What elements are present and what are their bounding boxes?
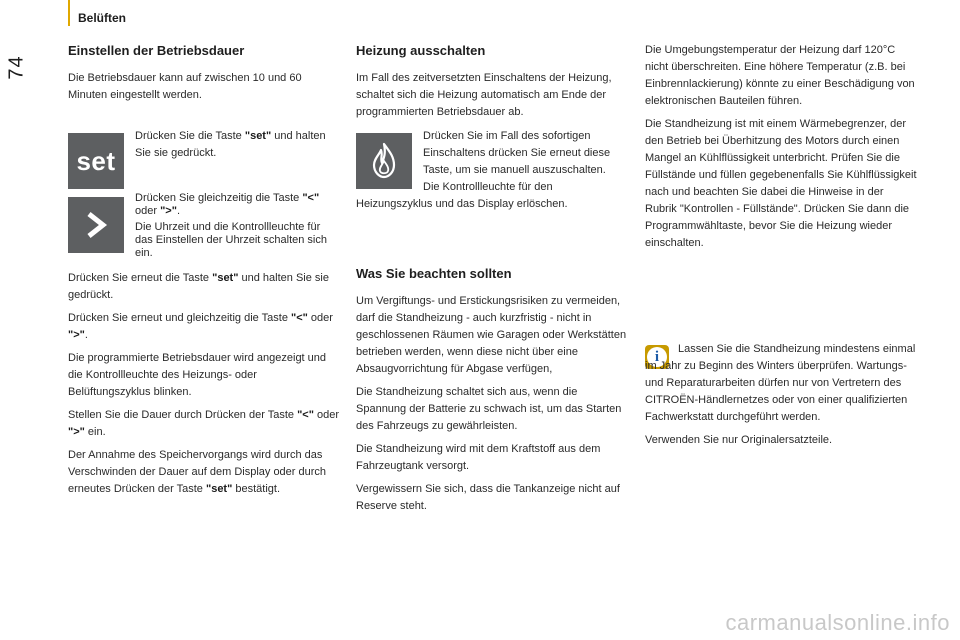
step-set bbox=[135, 128, 340, 162]
info-text-2: Verwenden Sie nur Originalersatzteile. bbox=[645, 434, 833, 446]
set-button-icon bbox=[68, 133, 124, 189]
duration-p5: Der Annahme des Speichervorgangs wird durch das Verschwinden der Dauer auf dem Display oder durch erneutes Drücken der Taste "set" bestätigt. bbox=[68, 449, 327, 495]
warning-p1: Die Umgebungstemperatur der Heizung darf 120°C nicht überschreiten. Eine höhere Temperatur (z.B. bei Einbrennlackierung) könnte zu einer Beschädigung von elektronischen Bauteilen führen. bbox=[645, 44, 915, 107]
duration-p2: Drücken Sie erneut und gleichzeitig die Taste "<" oder ">". bbox=[68, 312, 333, 341]
notes-p3: Die Standheizung wird mit dem Kraftstoff aus dem Fahrzeugtank versorgt. bbox=[356, 443, 601, 472]
duration-steps bbox=[68, 270, 340, 498]
heating-off-intro: Im Fall des zeitversetzten Einschaltens der Heizung, schaltet sich die Heizung automatisch am Ende der programmierten Betriebsdauer ab. bbox=[356, 72, 612, 118]
set-icon-label: set bbox=[76, 145, 116, 176]
heating-off-step bbox=[423, 128, 628, 179]
column-heating-off bbox=[356, 43, 628, 121]
section-label: Belüften bbox=[78, 11, 126, 25]
duration-p3: Die programmierte Betriebsdauer wird angezeigt und die Kontrollleuchte des Heizungs- oder Belüftungszyklus blinken. bbox=[68, 352, 327, 398]
chevron-right-icon bbox=[81, 210, 111, 240]
flame-icon bbox=[369, 141, 399, 181]
notes-p1: Um Vergiftungs- und Erstickungsrisiken zu vermeiden, darf die Standheizung - auch kurzfristig - nicht in geschlossenen Räumen wie Garagen oder Werkstätten betrieben werden, wenn diese nicht über eine Absaugvorrichtung für Abgase verfügen, bbox=[356, 295, 627, 375]
heating-off-step2 bbox=[356, 179, 628, 213]
column-notes bbox=[356, 266, 628, 515]
column-warnings bbox=[645, 42, 917, 252]
step-arrows-text: Drücken Sie gleichzeitig die Taste "<" oder ">". bbox=[135, 192, 320, 217]
arrow-right-icon bbox=[68, 197, 124, 253]
info-text: Lassen Sie die Standheizung mindestens einmal im Jahr zu Beginn des Winters überprüfen. Wartungs- und Reparaturarbeiten dürfen nur von Vertretern des CITROËN-Händlernetzes oder von einer qualifizierten Fachwerkstatt durchgeführt werden. bbox=[645, 343, 916, 423]
watermark: carmanualsonline.info bbox=[725, 610, 950, 635]
step-arrows-note: Die Uhrzeit und die Kontrollleuchte für das Einstellen der Uhrzeit schalten sich ein. bbox=[135, 221, 327, 259]
warning-p2: Die Standheizung ist mit einem Wärmebegrenzer, der den Betrieb bei Überhitzung des Motors durch einen Mangel an Kühlflüssigkeit unterbricht. Prüfen Sie die Füllstände und füllen gegebenenfalls Sie Kühlflüssigkeit nach und beachten Sie dabei die Hinweise in der Rubrik "Kontrollen - Füllstände". Drücken Sie dann die Programmwähltaste, bevor Sie die Heizung wieder einschalten. bbox=[645, 118, 917, 249]
page-number: 74 bbox=[5, 55, 28, 80]
notes-p2: Die Standheizung schaltet sich aus, wenn die Spannung der Batterie zu schwach ist, um das Starten des Fahrzeugs zu gewährleisten. bbox=[356, 386, 622, 432]
duration-intro: Die Betriebsdauer kann auf zwischen 10 und 60 Minuten eingestellt werden. bbox=[68, 72, 302, 101]
step-arrows bbox=[135, 192, 340, 260]
heating-off-step-text: Drücken Sie im Fall des sofortigen Einschaltens drücken Sie erneut diese Taste, um sie manuell auszuschalten. bbox=[423, 130, 611, 176]
column-duration bbox=[68, 43, 340, 104]
accent-bar bbox=[68, 0, 70, 26]
step-set-text: Drücken Sie die Taste "set" und halten Sie sie gedrückt. bbox=[135, 130, 326, 159]
duration-p4: Stellen Sie die Dauer durch Drücken der Taste "<" oder ">" ein. bbox=[68, 409, 340, 438]
heating-off-step2-text: Die Kontrollleuchte für den Heizungszyklus und das Display erlöschen. bbox=[356, 181, 568, 210]
info-icon: i bbox=[645, 345, 669, 369]
duration-p1: Drücken Sie erneut die Taste "set" und halten Sie sie gedrückt. bbox=[68, 272, 329, 301]
duration-heading: Einstellen der Betriebsdauer bbox=[68, 43, 245, 58]
notes-heading: Was Sie beachten sollten bbox=[356, 266, 512, 281]
info-box bbox=[645, 341, 917, 449]
notes-p4: Vergewissern Sie sich, dass die Tankanzeige nicht auf Reserve steht. bbox=[356, 483, 620, 512]
heating-off-heading: Heizung ausschalten bbox=[356, 43, 486, 58]
